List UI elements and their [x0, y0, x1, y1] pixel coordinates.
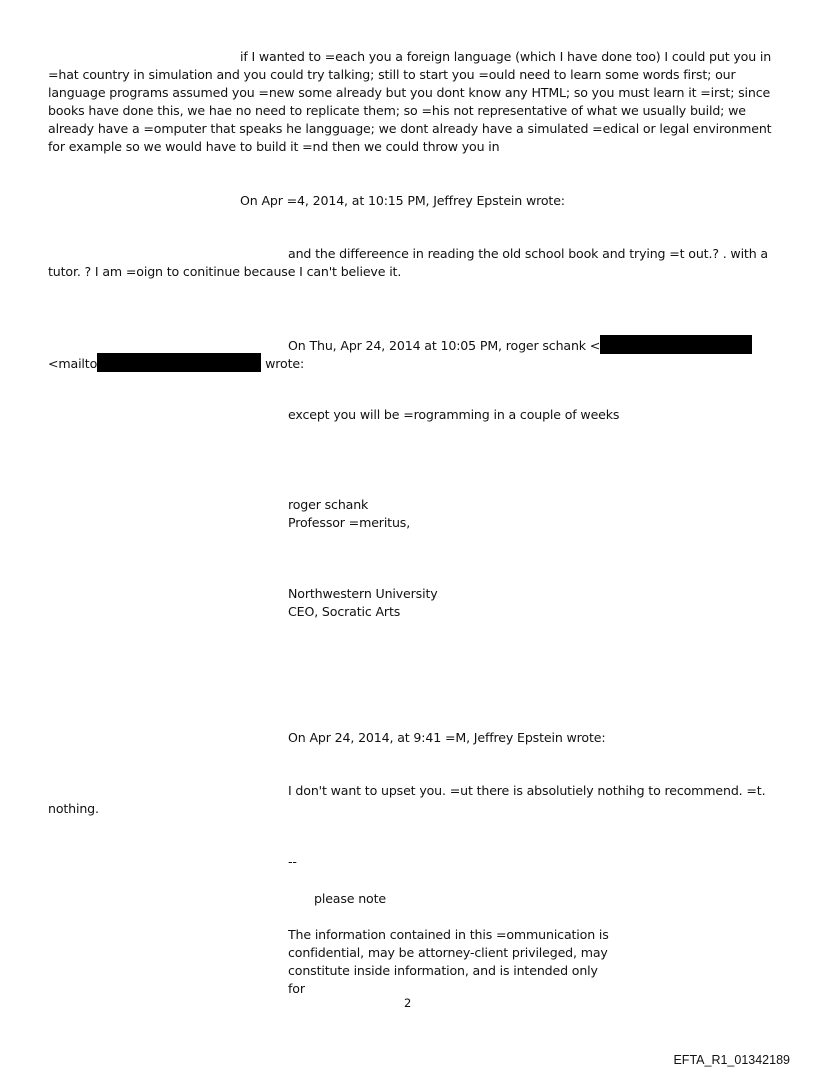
- quote-body-nothing: nothing.: [48, 801, 99, 816]
- confidentiality-disclaimer: The information contained in this =ommunication is confidential, may be attorney-client privileged, may constitute inside information, and is intended only for: [288, 927, 609, 996]
- signature-ceo: CEO, Socratic Arts: [288, 604, 401, 619]
- quote-body-tutor: and the differeence in reading the old school book and trying =t out.? . with a tutor. ? I am =oign to conitinue because I can't believe it.: [48, 246, 768, 279]
- mailto-line: [48, 353, 304, 373]
- quote-body-programming: except you will be =rogramming in a couple of weeks: [288, 407, 620, 422]
- quote-body-upset: I don't want to upset you. =ut there is absolutiely nothihg to recommend. =t.: [288, 783, 766, 798]
- quote-header-roger-schank: [288, 335, 752, 355]
- signature-name: roger schank: [288, 497, 369, 512]
- quote-header-apr-4: On Apr =4, 2014, at 10:15 PM, Jeffrey Epstein wrote:: [240, 193, 565, 208]
- quote-header-text: On Thu, Apr 24, 2014 at 10:05 PM, roger schank <: [288, 338, 601, 353]
- please-note-heading: please note: [314, 891, 386, 906]
- document-id: EFTA_R1_01342189: [673, 1053, 790, 1067]
- wrote-text: wrote:: [265, 356, 305, 371]
- redaction-bar: [97, 353, 261, 372]
- quote-header-apr-24: On Apr 24, 2014, at 9:41 =M, Jeffrey Epstein wrote:: [288, 730, 606, 745]
- redaction-bar: [600, 335, 752, 354]
- mailto-text: <mailto: [48, 356, 98, 371]
- signature-title: Professor =meritus,: [288, 515, 411, 530]
- page-number: 2: [404, 996, 412, 1010]
- signature-organization: Northwestern University: [288, 586, 438, 601]
- signature-separator: --: [288, 854, 297, 869]
- email-paragraph-main: if I wanted to =each you a foreign language (which I have done too) I could put you in =hat country in simulation and you could try talking; still to start you =ould need to learn some words first; our language programs assumed you =new some already but you dont know any HTML; so you must learn it =irst; since books have done this, we hae no need to replicate them; so =his not representative of what we usually build; we already have a =omputer that speaks he langguage; we dont already have a simulated =edical or legal environment for example so we would have to build it =nd then we could throw you in: [48, 49, 772, 154]
